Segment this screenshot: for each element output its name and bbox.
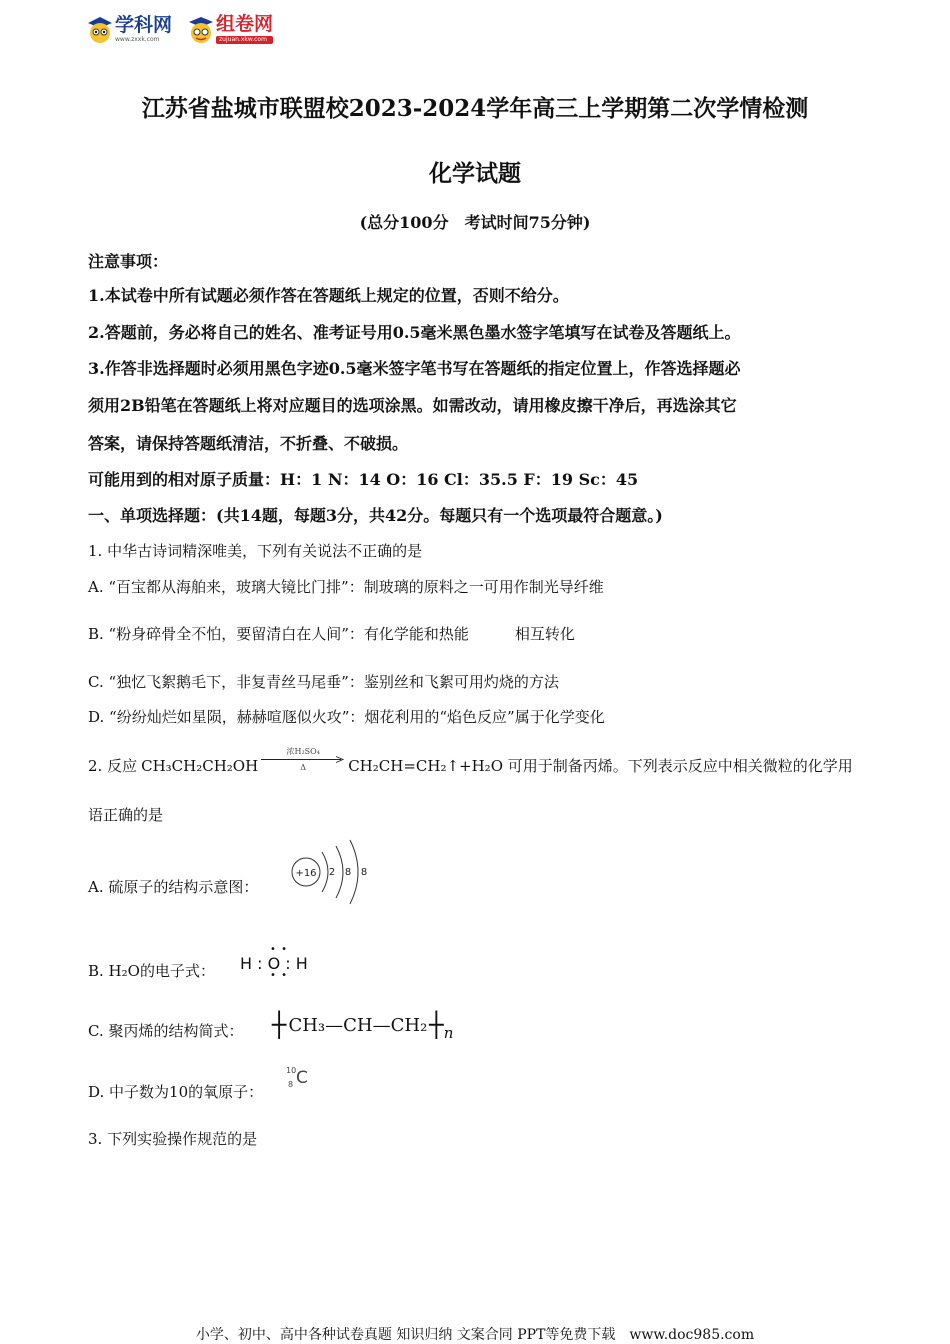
shell-2-electrons: 8 xyxy=(344,867,352,878)
owl-mascot-icon xyxy=(85,14,115,44)
nucleus-charge-label: +16 xyxy=(295,868,317,879)
q2-option-a: A. 硫原子的结构示意图： xyxy=(88,878,259,896)
lone-pair-bottom: • • xyxy=(270,970,288,981)
section-1-heading: 一、单项选择题：(共14题，每题3分，共42分。每题只有一个选项最符合题意。) xyxy=(88,506,663,525)
shell-3-electrons: 8 xyxy=(360,867,368,878)
right-arrow-icon xyxy=(261,756,345,763)
zujuan-logo xyxy=(186,14,273,44)
reaction-arrow xyxy=(260,747,346,772)
xueke-logo-text: 学科网 xyxy=(115,13,173,36)
q2-option-d: D. 中子数为10的氧原子： xyxy=(88,1083,264,1101)
q2-stem-prefix: 2. 反应 xyxy=(88,757,138,775)
atomic-masses: 可能用到的相对原子质量：H：1 N：14 O：16 Cl：35.5 F：19 Sc：45 xyxy=(88,470,639,489)
page-footer: 小学、初中、高中各种试卷真题 知识归纳 文案合同 PPT等免费下载 www.doc985.com xyxy=(195,1327,755,1343)
q1-option-c: C. “独忆飞絮鹅毛下，非复青丝马尾垂”：鉴别丝和飞絮可用灼烧的方法 xyxy=(88,673,559,691)
nuclide-atomic-number: 8 xyxy=(288,1080,294,1089)
notice-item-3b: 须用2B铅笔在答题纸上将对应题目的选项涂黑。如需改动，请用橡皮擦干净后，再选涂其它 xyxy=(88,396,737,415)
graduate-mascot-icon xyxy=(186,14,216,44)
notice-heading: 注意事项： xyxy=(88,252,169,271)
polypropylene-formula xyxy=(272,1008,453,1042)
q2-stem xyxy=(88,747,853,778)
exam-title: 江苏省盐城市联盟校2023-2024学年高三上学期第二次学情检测 xyxy=(141,95,809,122)
notice-item-3a: 3.作答非选择题时必须用黑色字迹0.5毫米签字笔书写在答题纸的指定位置上，作答选择题必 xyxy=(88,359,741,378)
nuclide-symbol xyxy=(286,1066,316,1096)
shell-1-electrons: 2 xyxy=(328,867,336,878)
sulfur-atom-structure-diagram xyxy=(286,836,376,908)
q3-stem: 3. 下列实验操作规范的是 xyxy=(88,1130,258,1148)
nuclide-mass-number: 10 xyxy=(286,1066,297,1075)
exam-meta: (总分100分 考试时间75分钟) xyxy=(359,213,591,232)
polymer-degree: n xyxy=(443,1024,454,1042)
polymer-repeat-unit: CH₃—CH—CH₂ xyxy=(288,1014,428,1036)
q2-option-c: C. 聚丙烯的结构简式： xyxy=(88,1022,244,1040)
q2-option-b: B. H₂O的电子式： xyxy=(88,962,215,980)
notice-item-2: 2.答题前，务必将自己的姓名、准考证号用0.5毫米黑色墨水签字笔填写在试卷及答题纸上。 xyxy=(88,323,741,342)
water-electron-formula xyxy=(240,944,320,984)
water-electron-formula-text: H : O : H xyxy=(240,954,308,973)
right-bracket-bar: ┼ xyxy=(429,1011,444,1039)
notice-item-1: 1.本试卷中所有试题必须作答在答题纸上规定的位置，否则不给分。 xyxy=(88,286,569,305)
nuclide-element-symbol: C xyxy=(296,1068,308,1088)
xueke-logo-url: www.zxxk.com xyxy=(115,35,160,43)
q1-option-d: D. “纷纷灿烂如星陨，赫赫喧豗似火攻”：烟花利用的“焰色反应”属于化学变化 xyxy=(88,708,605,726)
q2-reactant: CH₃CH₂CH₂OH xyxy=(141,756,259,775)
reaction-condition-top: 浓H₂SO₄ xyxy=(286,747,320,756)
q1-option-b xyxy=(88,623,575,644)
q1-stem: 1. 中华古诗词精深唯美，下列有关说法不正确的是 xyxy=(88,542,423,560)
notice-item-3c: 答案，请保持答题纸清洁，不折叠、不破损。 xyxy=(88,434,409,453)
zujuan-logo-url: zujuan.xkw.com xyxy=(216,36,273,44)
q2-stem-suffix: CH₂CH=CH₂↑+H₂O 可用于制备丙烯。下列表示反应中相关微粒的化学用 xyxy=(348,757,853,775)
reaction-condition-bottom: Δ xyxy=(300,763,307,772)
q1-option-a: A. “百宝都从海舶来，玻璃大镜比门排”：制玻璃的原料之一可用作制光导纤维 xyxy=(88,578,604,596)
xueke-logo xyxy=(85,14,172,44)
q2-stem-line2: 语正确的是 xyxy=(88,806,164,824)
zujuan-logo-text: 组卷网 xyxy=(216,12,274,35)
left-bracket-bar: ┼ xyxy=(272,1011,287,1039)
header-logos xyxy=(85,14,273,44)
q1-option-b-tail: 相互转化 xyxy=(514,625,575,643)
lone-pair-top: • • xyxy=(270,944,288,955)
q1-option-b-text: B. “粉身碎骨全不怕，要留清白在人间”：有化学能和热能 xyxy=(88,625,469,643)
subject-title: 化学试题 xyxy=(429,160,521,187)
